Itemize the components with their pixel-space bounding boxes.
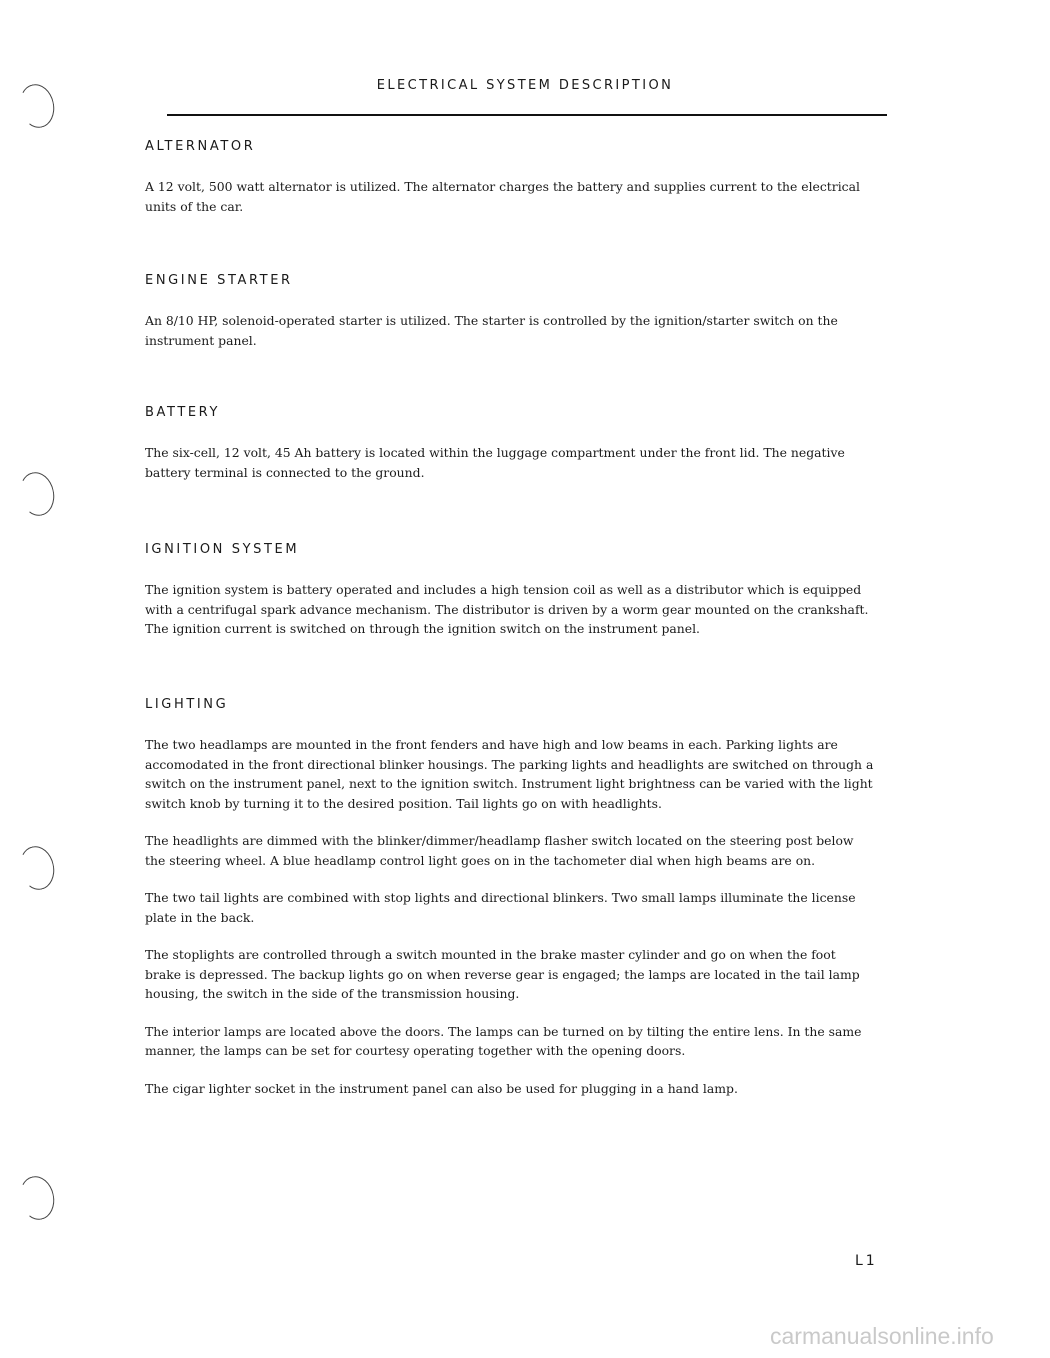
header-divider: [167, 114, 887, 116]
watermark-text: carmanualsonline.info: [770, 1323, 994, 1349]
paragraph: The cigar lighter socket in the instrument panel can also be used for plugging in a hand lamp.: [145, 1080, 738, 1096]
paragraph: The headlights are dimmed with the blinker/dimmer/headlamp flasher switch located on the steering post below the steering wheel. A blue headlamp control light goes on in the tachometer dial when high beams are on.: [145, 833, 854, 868]
section-lighting: [145, 697, 875, 1116]
paragraph: The stoplights are controlled through a switch mounted in the brake master cylinder and go on when the foot brake is depressed. The backup lights go on when reverse gear is engaged; the lamps are located in the tail lamp housing, the switch in the side of the transmission housing.: [145, 947, 860, 1001]
section-heading: IGNITION SYSTEM: [145, 542, 300, 557]
paragraph: The two headlamps are mounted in the front fenders and have high and low beams in each. Parking lights are accomodated in the front directional blinker housings. The parking lights and headlights are switched on through a switch on the instrument panel, next to the ignition switch. Instrument light brightness can be varied with the light switch knob by turning it to the desired position. Tail lights go on with headlights.: [145, 737, 874, 811]
binder-hole-icon: [16, 1173, 58, 1223]
binder-hole-icon: [16, 843, 58, 893]
page-number: L1: [855, 1253, 878, 1269]
section-heading: ALTERNATOR: [145, 139, 256, 154]
section-heading: LIGHTING: [145, 697, 229, 712]
section-alternator: [145, 139, 875, 234]
section-battery: [145, 405, 875, 500]
paragraph: A 12 volt, 500 watt alternator is utilized. The alternator charges the battery and supplies current to the electrical units of the car.: [145, 179, 860, 214]
section-heading: ENGINE STARTER: [145, 273, 293, 288]
section-ignition-system: [145, 542, 875, 657]
binder-hole-icon: [16, 469, 58, 519]
paragraph: The six-cell, 12 volt, 45 Ah battery is located within the luggage compartment under the front lid. The negative battery terminal is connected to the ground.: [145, 445, 845, 480]
paragraph: An 8/10 HP, solenoid-operated starter is utilized. The starter is controlled by the ignition/starter switch on the instrument panel.: [145, 313, 838, 348]
paragraph: The ignition system is battery operated and includes a high tension coil as well as a distributor which is equipped with a centrifugal spark advance mechanism. The distributor is driven by a worm gear mounted on the crankshaft. The ignition current is switched on through the ignition switch on the instrument panel.: [145, 582, 869, 636]
paragraph: The interior lamps are located above the doors. The lamps can be turned on by tilting the entire lens. In the same manner, the lamps can be set for courtesy operating together with the opening doors.: [145, 1023, 862, 1058]
section-engine-starter: [145, 273, 875, 368]
section-heading: BATTERY: [145, 405, 221, 420]
paragraph: The two tail lights are combined with stop lights and directional blinkers. Two small lamps illuminate the license plate in the back.: [145, 890, 856, 925]
page-header-title: ELECTRICAL SYSTEM DESCRIPTION: [376, 78, 674, 93]
